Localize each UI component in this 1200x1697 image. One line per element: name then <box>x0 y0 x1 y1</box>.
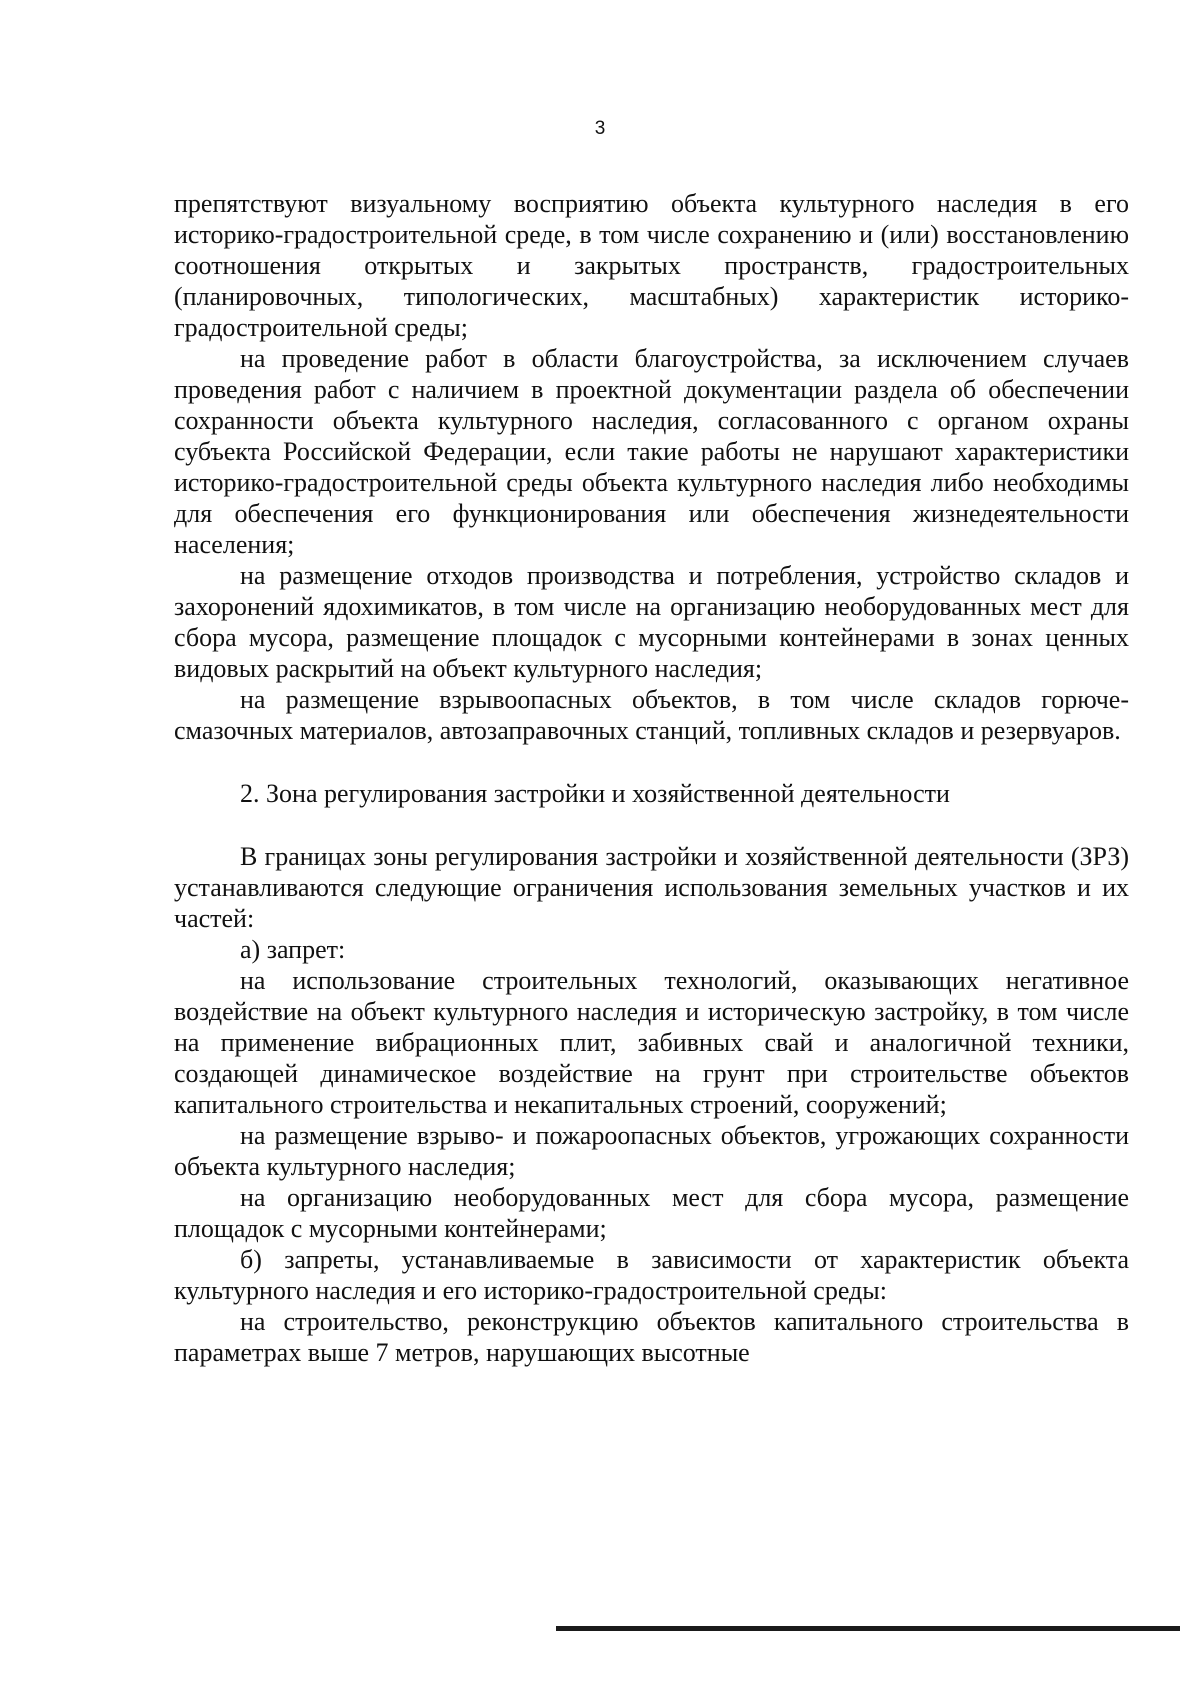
paragraph-height-limits: на строительство, реконструкцию объектов капитального строительства в параметрах выше 7 метров, нарушающих высотные <box>174 1307 1129 1367</box>
paragraph-zone-intro: В границах зоны регулирования застройки и хозяйственной деятельности (ЗРЗ) устанавливаются следующие ограничения использования земельных участков и их частей: <box>174 842 1129 933</box>
document-body <box>174 188 1129 1368</box>
paragraph-waste-placement: на размещение отходов производства и потребления, устройство складов и захоронений ядохимикатов, в том числе на организацию необорудованных мест для сбора мусора, размещение площадок с мусорными контейнерами в зонах ценных видовых раскрытий на объект культурного наследия; <box>174 561 1129 683</box>
paragraph-fire-hazard-objects: на размещение взрыво- и пожароопасных объектов, угрожающих сохранности объекта культурного наследия; <box>174 1121 1129 1181</box>
paragraph-construction-technologies: на использование строительных технологий, оказывающих негативное воздействие на объект культурного наследия и историческую застройку, в том числе на применение вибрационных плит, забивных свай и аналогичной техники, создающей динамическое воздействие на грунт при строительстве объектов капитального строительства и некапитальных строений, сооружений; <box>174 966 1129 1119</box>
list-item-a: а) запрет: <box>240 935 346 964</box>
paragraph-improvement-works: на проведение работ в области благоустройства, за исключением случаев проведения работ с наличием в проектной документации раздела об обеспечении сохранности объекта культурного наследия, согласованного с органом охраны субъекта Российской Федерации, если такие работы не нарушают характеристики историко-градостроительной среды объекта культурного наследия либо необходимы для обеспечения его функционирования или обеспечения жизнедеятельности населения; <box>174 344 1129 559</box>
paragraph-garbage-sites: на организацию необорудованных мест для сбора мусора, размещение площадок с мусорными контейнерами; <box>174 1183 1129 1243</box>
paragraph-explosive-objects: на размещение взрывоопасных объектов, в том числе складов горюче-смазочных материалов, автозаправочных станций, топливных складов и резервуаров. <box>174 685 1129 745</box>
list-item-b: б) запреты, устанавливаемые в зависимости от характеристик объекта культурного наследия и его историко-градостроительной среды: <box>174 1245 1129 1305</box>
paragraph-continuation: препятствуют визуальному восприятию объекта культурного наследия в его историко-градостроительной среде, в том числе сохранению и (или) восстановлению соотношения открытых и закрытых пространств, градостроительных (планировочных, типологических, масштабных) характеристик историко-градостроительной среды; <box>174 189 1129 342</box>
page-number: 3 <box>594 118 606 139</box>
scan-edge-line <box>556 1626 1180 1631</box>
section-heading: 2. Зона регулирования застройки и хозяйственной деятельности <box>240 779 950 808</box>
